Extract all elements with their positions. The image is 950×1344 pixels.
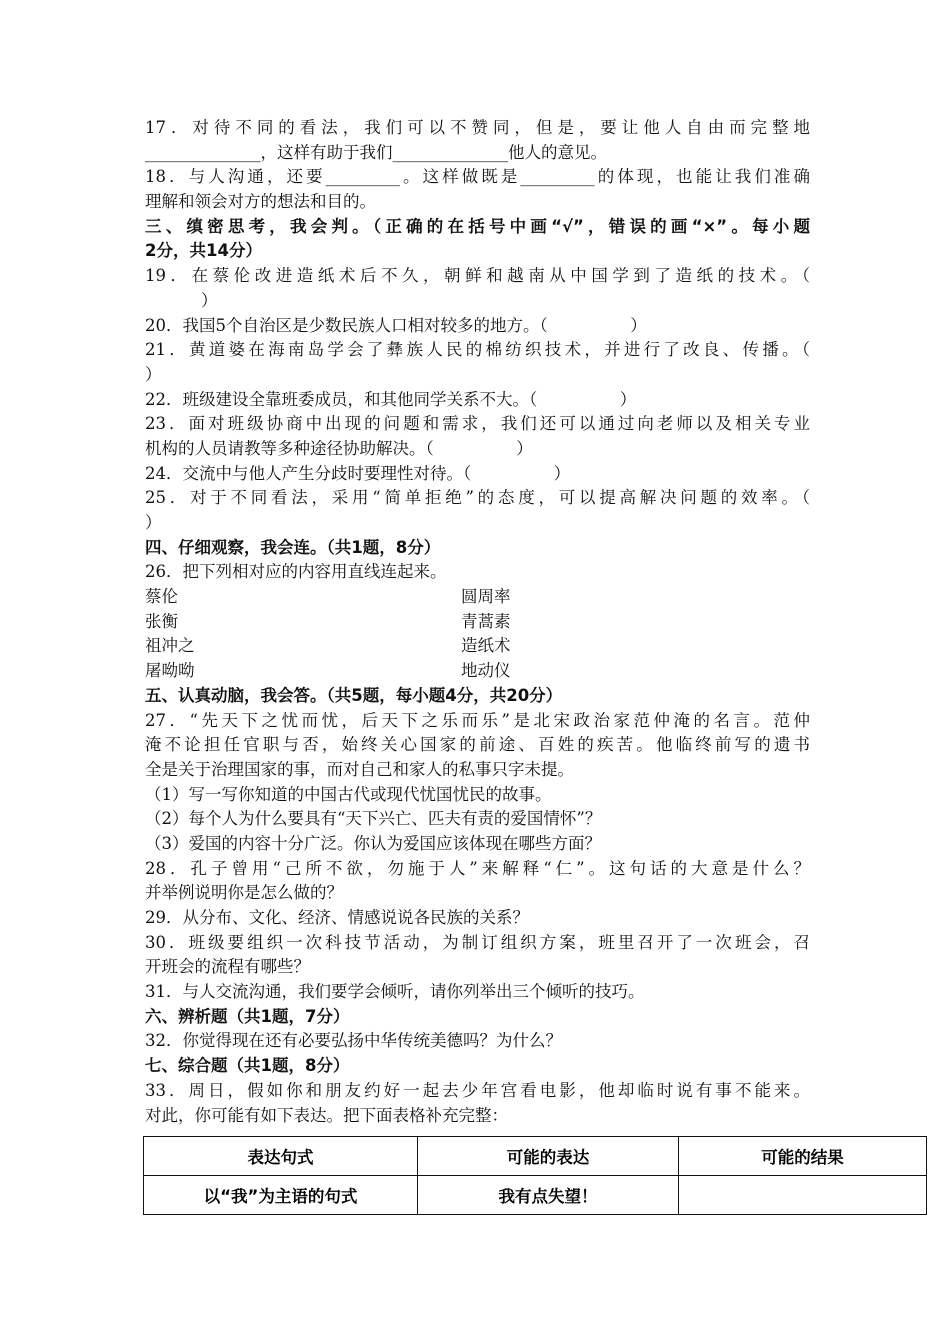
question-25-line-1: 25．对于不同看法，采用“简单拒绝”的态度，可以提高解决问题的效率。（ xyxy=(145,488,810,508)
question-28-line-1: 28．孔子曾用“己所不欲，勿施于人”来解释“仁”。这句话的大意是什么？ xyxy=(145,858,810,878)
matching-row xyxy=(145,585,810,610)
table-row xyxy=(144,1176,927,1215)
table-cell: 以“我”为主语的句式 xyxy=(144,1176,418,1215)
section-3-heading-cont: 2分，共14分） xyxy=(145,241,262,261)
matching-left-item: 祖冲之 xyxy=(145,636,195,656)
question-21-line-1: 21．黄道婆在海南岛学会了彝族人民的棉纺织技术，并进行了改良、传播。（ xyxy=(145,340,810,360)
section-4-heading: 四、仔细观察，我会连。（共1题，8分） xyxy=(145,537,441,557)
question-26: 26．把下列相对应的内容用直线连起来。 xyxy=(145,562,447,582)
question-27-line-3: 全是关于治理国家的事，而对自己和家人的私事只字未提。 xyxy=(145,759,574,779)
section-7-heading: 七、综合题（共1题，8分） xyxy=(145,1056,350,1076)
expression-table xyxy=(143,1136,927,1215)
matching-left-item: 蔡伦 xyxy=(145,587,178,607)
table-header-row xyxy=(144,1137,927,1176)
table-header-cell: 表达句式 xyxy=(144,1137,418,1176)
question-18-line-2: 理解和领会对方的想法和目的。 xyxy=(145,192,376,212)
matching-right-item: 青蒿素 xyxy=(461,611,511,631)
exam-page xyxy=(145,116,810,1128)
question-19-line-1: 19．在蔡伦改进造纸术后不久，朝鲜和越南从中国学到了造纸的技术。（ xyxy=(145,266,810,286)
question-17-line-1: 17．对待不同的看法，我们可以不赞同，但是，要让他人自由而完整地 xyxy=(145,118,810,137)
table-cell-blank[interactable] xyxy=(679,1176,927,1215)
matching-right-item: 圆周率 xyxy=(461,587,511,607)
matching-left-item: 屠呦呦 xyxy=(145,661,195,681)
question-27-sub-3: （3）爱国的内容十分广泛。你认为爱国应该体现在哪些方面？ xyxy=(145,833,601,853)
question-33-line-2: 对此，你可能有如下表达。把下面表格补充完整： xyxy=(145,1105,508,1125)
section-5-heading: 五、认真动脑，我会答。（共5题，每小题4分，共20分） xyxy=(145,685,563,705)
question-28-line-2: 并举例说明你是怎么做的？ xyxy=(145,883,343,903)
matching-right-item: 造纸术 xyxy=(461,636,511,656)
question-18-line-1: 18．与人沟通，还要_________。这样做既是_________的体现，也能让我们准确 xyxy=(145,167,810,187)
question-31: 31．与人交流沟通，我们要学会倾听，请你列举出三个倾听的技巧。 xyxy=(145,982,645,1002)
table-header-cell: 可能的表达 xyxy=(418,1137,679,1176)
question-24: 24．交流中与他人产生分歧时要理性对待。（ ） xyxy=(145,463,571,483)
question-19-line-2: ） xyxy=(201,290,218,310)
question-27-sub-1: （1）写一写你知道的中国古代或现代忧国忧民的故事。 xyxy=(145,784,552,804)
table-header-cell: 可能的结果 xyxy=(679,1137,927,1176)
section-3-heading: 三、缜密思考，我会判。（正确的在括号中画“√”，错误的画“×”。每小题 xyxy=(145,216,810,236)
question-29: 29．从分布、文化、经济、情感说说各民族的关系？ xyxy=(145,908,529,927)
question-21-line-2: ） xyxy=(145,364,162,384)
question-23-line-1: 23．面对班级协商中出现的问题和需求，我们还可以通过向老师以及相关专业 xyxy=(145,414,810,434)
question-27-sub-2: （2）每个人为什么要具有“天下兴亡、匹夫有责的爱国情怀”？ xyxy=(145,809,602,829)
table-cell: 我有点失望！ xyxy=(418,1176,679,1215)
matching-row xyxy=(145,610,810,635)
question-33-line-1: 33．周日，假如你和朋友约好一起去少年宫看电影，他却临时说有事不能来。 xyxy=(145,1080,810,1100)
question-27-line-2: 淹不论担任官职与否，始终关心国家的前途、百姓的疾苦。他临终前写的遗书 xyxy=(145,735,810,755)
question-22: 22．班级建设全靠班委成员，和其他同学关系不大。（ ） xyxy=(145,389,637,409)
question-25-line-2: ） xyxy=(145,513,162,532)
matching-row xyxy=(145,659,810,684)
question-27-line-1: 27．“先天下之忧而忧，后天下之乐而乐”是北宋政治家范仲淹的名言。范仲 xyxy=(145,710,810,730)
question-30-line-2: 开班会的流程有哪些？ xyxy=(145,957,310,977)
matching-row xyxy=(145,634,810,659)
matching-right-item: 地动仪 xyxy=(461,661,511,681)
question-23-line-2: 机构的人员请教等多种途径协助解决。（ ） xyxy=(145,438,533,458)
question-20: 20．我国5个自治区是少数民族人口相对较多的地方。（ ） xyxy=(145,315,647,335)
question-32: 32．你觉得现在还有必要弘扬中华传统美德吗？为什么？ xyxy=(145,1031,562,1051)
section-6-heading: 六、辨析题（共1题，7分） xyxy=(145,1006,350,1026)
question-17-line-2: ______________，这样有助于我们______________他人的意见。 xyxy=(145,142,607,162)
question-30-line-1: 30．班级要组织一次科技节活动，为制订组织方案，班里召开了一次班会，召 xyxy=(145,932,810,952)
matching-left-item: 张衡 xyxy=(145,611,178,631)
